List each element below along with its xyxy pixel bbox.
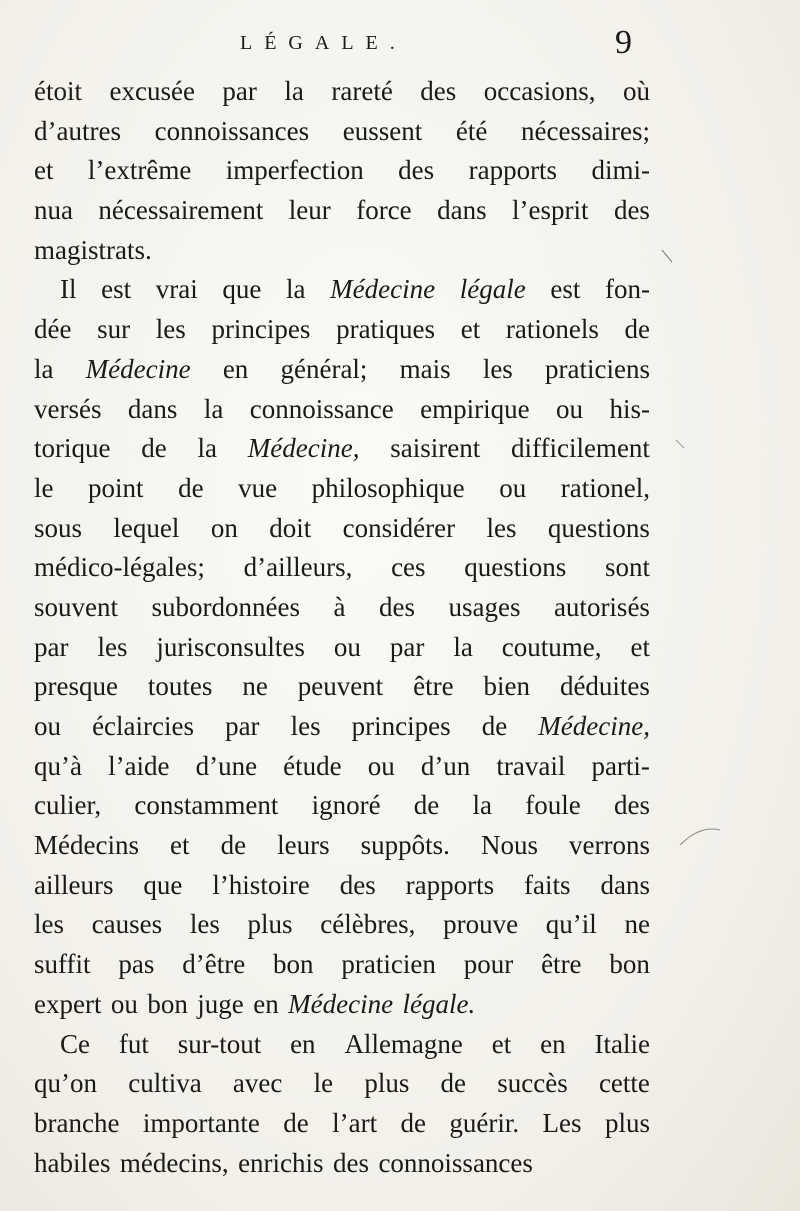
text-line [34, 945, 650, 985]
word: de [440, 1068, 467, 1099]
word: par [34, 631, 69, 662]
word: et [34, 155, 54, 186]
text-line [34, 390, 650, 430]
text-line [34, 191, 650, 231]
word: usages [448, 591, 521, 622]
word: est [101, 274, 132, 305]
word: d’autres [34, 115, 121, 146]
word: foule [525, 790, 581, 821]
word: par [225, 711, 260, 741]
word: Nous [480, 830, 538, 861]
word: bon [147, 988, 188, 1019]
word: leur [288, 195, 331, 226]
word: souvent [34, 591, 118, 622]
word: en [290, 1028, 316, 1059]
word: praticiens [545, 353, 650, 384]
word: verrons [569, 830, 650, 861]
word: la [453, 631, 473, 662]
word: connoissance [249, 393, 394, 424]
word: et [630, 631, 650, 662]
word: versés [34, 393, 102, 424]
word: être [413, 671, 454, 702]
word: leurs [277, 830, 330, 861]
word: qu’à [34, 750, 82, 781]
word: légale [459, 274, 526, 305]
word: sur-tout [177, 1028, 262, 1059]
word: ou [556, 393, 584, 424]
word: nua [34, 195, 73, 226]
word: où [622, 76, 650, 106]
word: ou [499, 472, 527, 503]
word: plus [604, 1107, 650, 1138]
word: praticien [341, 949, 436, 980]
word: habiles [34, 1147, 111, 1178]
text-line [34, 72, 650, 112]
word: principes [211, 314, 311, 345]
word: fut [118, 1028, 149, 1059]
word: sur [97, 314, 131, 345]
word: Médecine, [538, 711, 650, 741]
word: de [481, 711, 508, 741]
word: torique [34, 433, 111, 464]
word: l’histoire [212, 869, 310, 900]
word: des [613, 195, 650, 226]
page-number: 9 [615, 24, 632, 61]
word: bon [273, 949, 314, 980]
word: magistrats. [34, 234, 152, 265]
word: dans [600, 869, 650, 900]
word: point [88, 472, 144, 503]
word: des [339, 869, 376, 900]
word: pour [463, 949, 514, 980]
word: constamment [134, 790, 279, 821]
text-line [34, 310, 650, 350]
text-line [34, 1104, 650, 1144]
word: ou [333, 631, 361, 662]
text-line [34, 469, 650, 509]
word: et [460, 314, 481, 345]
word: rationels [505, 314, 599, 345]
word: succès [497, 1068, 568, 1099]
word: des [420, 76, 457, 106]
word: ne [242, 671, 268, 702]
word: d’être [182, 949, 246, 980]
text-line [34, 231, 650, 271]
word: on [210, 512, 238, 543]
text-line [34, 628, 650, 668]
word: de [624, 314, 650, 345]
word: la [284, 76, 304, 106]
word: pas [118, 949, 155, 980]
word: que [143, 869, 183, 900]
text-line [34, 1025, 650, 1065]
word: des [333, 1147, 369, 1178]
word: importante [142, 1107, 260, 1138]
word: plus [364, 1068, 410, 1099]
word: Médecins [34, 830, 139, 861]
word: bon [609, 949, 650, 980]
word: imperfection [225, 155, 364, 186]
word: sont [604, 552, 650, 583]
word: de [400, 1107, 426, 1138]
word: plus [247, 909, 293, 940]
word: par [389, 631, 425, 662]
word: occasions, [483, 76, 596, 106]
text-line [34, 707, 650, 747]
word: qu’on [34, 1068, 97, 1099]
word: et [491, 1028, 512, 1059]
text-line [34, 866, 650, 906]
word: de [141, 433, 167, 464]
word: l’extrême [87, 155, 192, 186]
word: des [398, 155, 435, 186]
word: Ce [60, 1028, 90, 1059]
text-line [34, 667, 650, 707]
word: empirique [420, 393, 530, 424]
word: sous [34, 512, 83, 543]
text-line [34, 112, 650, 152]
word: la [34, 353, 54, 384]
word: ou [367, 750, 395, 781]
word: mais [399, 353, 451, 384]
word: fon- [605, 274, 650, 305]
word: la [197, 433, 217, 464]
word: d’un [420, 750, 471, 781]
word: l’aide [108, 750, 170, 781]
word: la [203, 393, 224, 424]
word: parti- [591, 750, 650, 781]
word: la [286, 274, 306, 305]
word: le [313, 1068, 334, 1099]
text-line [34, 588, 650, 628]
body-text [34, 72, 650, 1183]
word: presque [34, 671, 118, 702]
word: les [486, 512, 517, 543]
text-line [34, 350, 650, 390]
word: suffit [34, 949, 91, 980]
word: pratiques [336, 314, 436, 345]
word: dimi- [591, 155, 650, 186]
word: les [155, 314, 186, 345]
word: rationel, [560, 472, 650, 503]
page-header [0, 24, 800, 68]
word: Il [60, 274, 77, 305]
word: Médecine [288, 988, 394, 1019]
word: ailleurs [34, 869, 114, 900]
word: subordonnées [151, 591, 300, 622]
word: prouve [443, 909, 519, 940]
word: les [189, 909, 220, 940]
word: ou [110, 988, 138, 1019]
word: étude [283, 750, 342, 781]
word: rapports [468, 155, 558, 186]
word: force [356, 195, 412, 226]
word: célèbres, [320, 909, 416, 940]
word: cette [598, 1068, 650, 1099]
word: nécessairement [98, 195, 264, 226]
word: avec [232, 1068, 283, 1099]
word: les [34, 909, 64, 940]
word: éclaircies [92, 711, 194, 741]
text-line [34, 429, 650, 469]
word: bien [483, 671, 531, 702]
word: philosophique [311, 472, 465, 503]
word: que [222, 274, 262, 305]
word: cultiva [128, 1068, 202, 1099]
word: expert [34, 988, 102, 1019]
text-line [34, 509, 650, 549]
word: questions [547, 512, 650, 543]
word: causes [91, 909, 163, 940]
word: les [97, 631, 128, 662]
word: être [541, 949, 582, 980]
word: difficilement [510, 433, 650, 464]
word: le [34, 472, 54, 503]
word: principes [351, 711, 451, 741]
word: Médecine, [247, 433, 360, 464]
text-line [34, 270, 650, 310]
word: vrai [155, 274, 198, 305]
word: des [378, 591, 415, 622]
text-line [34, 548, 650, 588]
word: excusée [109, 76, 195, 106]
word: enrichis [238, 1147, 324, 1178]
word: les [290, 711, 321, 741]
word: ignoré [311, 790, 381, 821]
text-line [34, 826, 650, 866]
text-line [34, 151, 650, 191]
word: par [222, 76, 257, 106]
word: en [253, 988, 279, 1019]
word: étoit [34, 76, 82, 106]
text-line [34, 1144, 650, 1184]
word: autorisés [553, 591, 650, 622]
word: ces [391, 552, 426, 583]
word: suppôts. [360, 830, 450, 861]
text-line [34, 747, 650, 787]
word: médecins, [119, 1147, 229, 1178]
word: légale. [402, 988, 476, 1019]
word: les [482, 353, 513, 384]
word: coutume, [501, 631, 602, 662]
word: des [613, 790, 650, 821]
word: général; [280, 353, 368, 384]
word: saisirent [390, 433, 481, 464]
word: juge [197, 988, 244, 1019]
word: jurisconsultes [156, 631, 305, 662]
word: dans [437, 195, 487, 226]
word: ne [624, 909, 650, 940]
word: à [333, 591, 346, 622]
word: his- [609, 393, 650, 424]
word: d’ailleurs, [243, 552, 353, 583]
text-line [34, 985, 650, 1025]
word: est [550, 274, 581, 305]
word: dée [34, 314, 72, 345]
word: questions [464, 552, 567, 583]
word: nécessaires; [521, 115, 650, 146]
text-line [34, 1064, 650, 1104]
word: connoissances [378, 1147, 533, 1178]
word: l’esprit [512, 195, 589, 226]
word: lequel [113, 512, 180, 543]
word: dans [127, 393, 178, 424]
word: de [178, 472, 204, 503]
word: d’une [195, 750, 258, 781]
word: Médecine [85, 353, 191, 384]
word: de [220, 830, 247, 861]
word: de [413, 790, 440, 821]
word: Allemagne [344, 1028, 463, 1059]
text-line [34, 786, 650, 826]
word: été [455, 115, 488, 146]
word: Les [542, 1107, 582, 1138]
word: guérir. [449, 1107, 520, 1138]
word: l’art [332, 1107, 378, 1138]
word: médico-légales; [34, 552, 205, 583]
word: déduites [559, 671, 650, 702]
word: Italie [594, 1028, 650, 1059]
word: considérer [342, 512, 456, 543]
word: la [472, 790, 493, 821]
word: culier, [34, 790, 102, 821]
word: rareté [331, 76, 393, 106]
word: en [540, 1028, 566, 1059]
word: Médecine [330, 274, 436, 305]
word: eussent [342, 115, 423, 146]
word: et [170, 830, 190, 861]
running-head: LÉGALE. [240, 32, 407, 54]
word: toutes [147, 671, 213, 702]
word: travail [496, 750, 566, 781]
word: rapports [405, 869, 495, 900]
text-line [34, 905, 650, 945]
word: branche [34, 1107, 120, 1138]
word: vue [238, 472, 278, 503]
word: connoissances [154, 115, 310, 146]
word: de [283, 1107, 309, 1138]
word: faits [524, 869, 571, 900]
word: peuvent [297, 671, 384, 702]
word: ou [34, 711, 61, 741]
word: doit [269, 512, 312, 543]
word: qu’il [545, 909, 597, 940]
word: en [222, 353, 249, 384]
